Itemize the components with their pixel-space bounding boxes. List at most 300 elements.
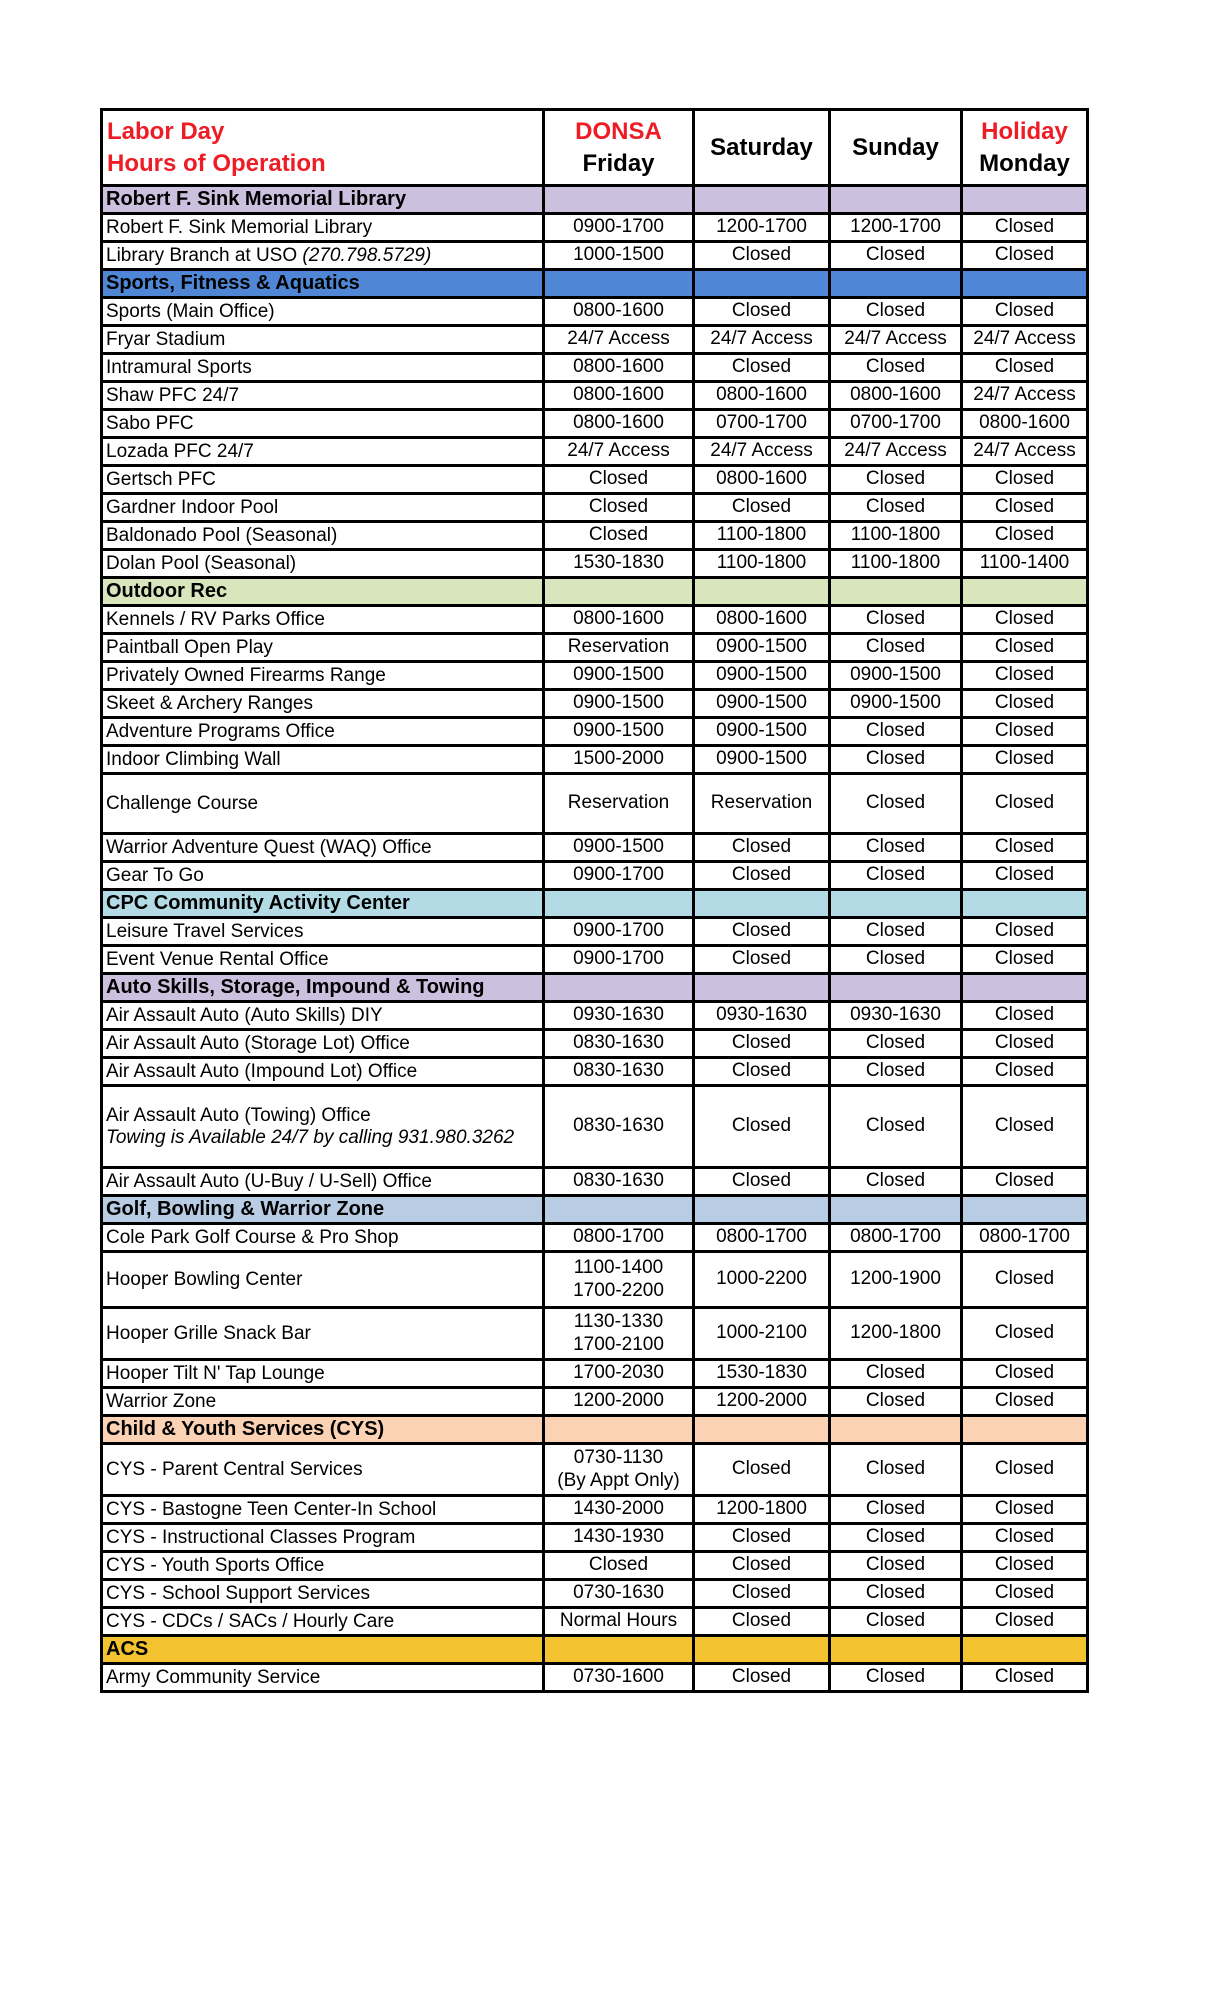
hours-value: 0800-1700 (979, 1226, 1070, 1248)
hours-cell (830, 774, 962, 834)
facility-name: Baldonado Pool (Seasonal) (106, 524, 338, 546)
hours-value: Closed (994, 244, 1055, 266)
hours-cell (962, 1552, 1088, 1580)
hours-cell (830, 1580, 962, 1608)
table-row (102, 1388, 1088, 1416)
hours-cell (830, 466, 962, 494)
table-row (102, 1252, 1088, 1308)
hours-cell (544, 774, 694, 834)
hours-cell (830, 1360, 962, 1388)
facility-name: Intramural Sports (106, 356, 252, 378)
table-title (102, 110, 544, 186)
table-row (102, 1552, 1088, 1580)
section-band-cell (694, 974, 830, 1002)
hours-value: Normal Hours (559, 1610, 678, 1632)
hours-cell (694, 946, 830, 974)
hours-value: 24/7 Access (567, 440, 670, 462)
hours-value: 0700-1700 (850, 412, 941, 434)
hours-cell (830, 1252, 962, 1308)
hours-value: Closed (731, 948, 792, 970)
facility-name: Indoor Climbing Wall (106, 748, 281, 770)
hours-cell (962, 1388, 1088, 1416)
section-band-cell (830, 1196, 962, 1224)
section-title: Auto Skills, Storage, Impound & Towing (102, 974, 544, 1002)
hours-cell (544, 298, 694, 326)
hours-cell (694, 746, 830, 774)
facility-name: Dolan Pool (Seasonal) (106, 552, 297, 574)
column-header-friday-day: Friday (582, 149, 655, 177)
section-title: Sports, Fitness & Aquatics (102, 270, 544, 298)
hours-value: Closed (994, 1526, 1055, 1548)
facility-name: Privately Owned Firearms Range (106, 664, 386, 686)
hours-value: Closed (994, 1498, 1055, 1520)
table-row (102, 834, 1088, 862)
hours-cell (830, 606, 962, 634)
hours-value: Closed (865, 1458, 926, 1480)
hours-value: Closed (865, 1362, 926, 1384)
hours-cell (544, 494, 694, 522)
hours-cell (962, 1058, 1088, 1086)
hours-cell (694, 1524, 830, 1552)
hours-value: Closed (865, 1582, 926, 1604)
hours-value: 0730-1130 (573, 1446, 664, 1468)
hours-cell (830, 746, 962, 774)
hours-value: Closed (731, 836, 792, 858)
hours-value: 0800-1600 (573, 608, 664, 630)
facility-name: CYS - Instructional Classes Program (106, 1526, 416, 1548)
hours-cell (544, 1608, 694, 1636)
table-row (102, 1086, 1088, 1168)
hours-value: Closed (994, 468, 1055, 490)
facility-name: Library Branch at USO (106, 244, 298, 266)
section-band-cell (830, 1416, 962, 1444)
hours-value: 0730-1600 (573, 1666, 664, 1688)
hours-cell (830, 946, 962, 974)
facility-name: Warrior Zone (106, 1390, 217, 1412)
hours-cell (544, 326, 694, 354)
section-band-cell (544, 974, 694, 1002)
hours-cell (694, 1608, 830, 1636)
hours-cell (830, 634, 962, 662)
hours-cell (962, 606, 1088, 634)
hours-value: 0800-1600 (573, 356, 664, 378)
hours-value: Closed (865, 468, 926, 490)
facility-name: CYS - Bastogne Teen Center-In School (106, 1498, 437, 1520)
facility-name-cell (102, 1058, 544, 1086)
hours-value: 24/7 Access (710, 440, 813, 462)
hours-value: Closed (865, 1060, 926, 1082)
hours-cell (962, 494, 1088, 522)
hours-cell (544, 550, 694, 578)
hours-cell (694, 214, 830, 242)
facility-name: Hooper Bowling Center (106, 1268, 303, 1290)
facility-name: Gear To Go (106, 864, 204, 886)
hours-cell (830, 1608, 962, 1636)
hours-cell (544, 634, 694, 662)
hours-value: Closed (994, 300, 1055, 322)
hours-cell (544, 1168, 694, 1196)
hours-value: Closed (588, 524, 649, 546)
hours-cell (544, 662, 694, 690)
hours-cell (694, 494, 830, 522)
hours-cell (544, 1580, 694, 1608)
hours-cell (544, 606, 694, 634)
hours-cell (830, 1002, 962, 1030)
hours-cell (830, 298, 962, 326)
hours-value: 1100-1400 (573, 1256, 664, 1278)
hours-cell (962, 834, 1088, 862)
hours-cell (544, 214, 694, 242)
hours-cell (544, 382, 694, 410)
hours-value: Closed (731, 1610, 792, 1632)
hours-value: Closed (731, 920, 792, 942)
facility-name-cell (102, 1360, 544, 1388)
hours-value: 1000-2100 (716, 1322, 807, 1344)
hours-value: 1430-1930 (573, 1526, 664, 1548)
table-row (102, 550, 1088, 578)
facility-name: Air Assault Auto (Towing) Office (106, 1104, 371, 1126)
hours-value: 1530-1830 (716, 1362, 807, 1384)
section-band-cell (694, 1196, 830, 1224)
facility-name-cell (102, 1496, 544, 1524)
facility-name-cell (102, 1308, 544, 1360)
section-band-cell (830, 1636, 962, 1664)
facility-name: Kennels / RV Parks Office (106, 608, 325, 630)
facility-name: Gardner Indoor Pool (106, 496, 279, 518)
facility-name-cell (102, 1252, 544, 1308)
hours-value: 0900-1700 (573, 216, 664, 238)
section-header-row (102, 1636, 1088, 1664)
facility-name-cell (102, 298, 544, 326)
hours-cell (962, 550, 1088, 578)
table-row (102, 438, 1088, 466)
facility-name: CYS - CDCs / SACs / Hourly Care (106, 1610, 395, 1632)
hours-cell (830, 382, 962, 410)
section-band-cell (544, 578, 694, 606)
hours-value: 0900-1500 (716, 664, 807, 686)
hours-value: 0800-1700 (573, 1226, 664, 1248)
hours-cell (830, 690, 962, 718)
hours-cell (694, 1444, 830, 1496)
facility-name: Shaw PFC 24/7 (106, 384, 240, 406)
hours-cell (830, 410, 962, 438)
title-line-2: Hours of Operation (107, 149, 326, 177)
hours-cell (544, 1002, 694, 1030)
table-row (102, 1002, 1088, 1030)
section-band-cell (544, 1636, 694, 1664)
hours-cell (962, 1168, 1088, 1196)
section-band-cell (544, 1416, 694, 1444)
hours-cell (962, 690, 1088, 718)
hours-value: 0800-1600 (573, 412, 664, 434)
hours-value: 0900-1500 (716, 720, 807, 742)
hours-cell (694, 1252, 830, 1308)
section-band-cell (962, 186, 1088, 214)
hours-value: 0900-1500 (716, 636, 807, 658)
hours-value: Closed (865, 356, 926, 378)
table-row (102, 1360, 1088, 1388)
column-header-saturday-day: Saturday (710, 133, 813, 161)
section-band-cell (830, 890, 962, 918)
hours-value: Closed (994, 636, 1055, 658)
hours-value: 0930-1630 (573, 1004, 664, 1026)
hours-cell (962, 1360, 1088, 1388)
hours-cell (694, 550, 830, 578)
hours-cell (544, 918, 694, 946)
facility-name: Lozada PFC 24/7 (106, 440, 254, 462)
table-row (102, 298, 1088, 326)
hours-value: Closed (994, 664, 1055, 686)
table-row (102, 690, 1088, 718)
hours-value: Reservation (567, 792, 670, 814)
hours-value: Closed (865, 1610, 926, 1632)
hours-cell (694, 834, 830, 862)
hours-cell (694, 1168, 830, 1196)
hours-value: 0900-1500 (573, 720, 664, 742)
section-header-row (102, 186, 1088, 214)
hours-cell (694, 662, 830, 690)
column-header-monday (962, 110, 1088, 186)
hours-value: 1000-1500 (573, 244, 664, 266)
facility-name-cell (102, 1444, 544, 1496)
table-row (102, 862, 1088, 890)
hours-value: Closed (865, 244, 926, 266)
hours-value: Closed (865, 496, 926, 518)
facility-name-cell (102, 1664, 544, 1692)
hours-value: 1200-2000 (716, 1390, 807, 1412)
title-line-1: Labor Day (107, 118, 225, 146)
hours-value: Closed (994, 608, 1055, 630)
hours-cell (544, 1444, 694, 1496)
facility-phone-note: (270.798.5729) (302, 244, 432, 266)
hours-cell (962, 946, 1088, 974)
table-row (102, 214, 1088, 242)
hours-cell (544, 862, 694, 890)
table-row (102, 606, 1088, 634)
table-row (102, 326, 1088, 354)
facility-name-cell (102, 1608, 544, 1636)
facility-name-cell (102, 494, 544, 522)
facility-name-cell (102, 466, 544, 494)
hours-cell (544, 1388, 694, 1416)
hours-cell (694, 354, 830, 382)
hours-cell (544, 354, 694, 382)
hours-cell (830, 1168, 962, 1196)
facility-name: Gertsch PFC (106, 468, 216, 490)
hours-value: Closed (731, 1032, 792, 1054)
section-band-cell (694, 270, 830, 298)
section-band-cell (962, 578, 1088, 606)
hours-value-second-line: 1700-2100 (573, 1333, 664, 1355)
table-row (102, 662, 1088, 690)
hours-value: 24/7 Access (844, 328, 947, 350)
hours-value: Reservation (567, 636, 670, 658)
hours-cell (694, 1388, 830, 1416)
hours-cell (694, 1224, 830, 1252)
hours-cell (694, 438, 830, 466)
header-row (102, 110, 1088, 186)
facility-name: Fryar Stadium (106, 328, 226, 350)
hours-value: Closed (731, 1458, 792, 1480)
hours-cell (694, 1058, 830, 1086)
hours-cell (694, 690, 830, 718)
hours-cell (830, 862, 962, 890)
section-title: Outdoor Rec (102, 578, 544, 606)
hours-cell (962, 1002, 1088, 1030)
hours-cell (962, 1444, 1088, 1496)
column-header-saturday (694, 110, 830, 186)
hours-value: Closed (865, 1526, 926, 1548)
hours-cell (830, 1496, 962, 1524)
facility-name: Paintball Open Play (106, 636, 273, 658)
facility-name: Warrior Adventure Quest (WAQ) Office (106, 836, 432, 858)
facility-name-cell (102, 550, 544, 578)
hours-value: 0900-1700 (573, 948, 664, 970)
facility-name: Army Community Service (106, 1666, 321, 1688)
hours-value-second-line: 1700-2200 (573, 1279, 664, 1301)
hours-value: 1500-2000 (573, 748, 664, 770)
hours-cell (544, 834, 694, 862)
section-band-cell (694, 1636, 830, 1664)
hours-cell (544, 946, 694, 974)
hours-cell (830, 242, 962, 270)
hours-cell (962, 862, 1088, 890)
hours-value: Closed (865, 1666, 926, 1688)
hours-cell (830, 494, 962, 522)
hours-value: Closed (865, 948, 926, 970)
hours-value: 1100-1800 (850, 552, 941, 574)
hours-cell (694, 1086, 830, 1168)
hours-value: Closed (865, 836, 926, 858)
hours-value: Closed (994, 1115, 1055, 1137)
hours-cell (962, 1224, 1088, 1252)
facility-name-cell (102, 746, 544, 774)
hours-value: 0900-1700 (573, 864, 664, 886)
hours-value: 0900-1700 (573, 920, 664, 942)
facility-name-cell (102, 438, 544, 466)
facility-name: Air Assault Auto (Auto Skills) DIY (106, 1004, 383, 1026)
section-band-cell (544, 186, 694, 214)
facility-name: CYS - Parent Central Services (106, 1458, 363, 1480)
hours-value: 24/7 Access (567, 328, 670, 350)
facility-name-cell (102, 354, 544, 382)
hours-cell (694, 1030, 830, 1058)
table-row (102, 354, 1088, 382)
table-row (102, 1444, 1088, 1496)
hours-value: Closed (865, 608, 926, 630)
section-band-cell (694, 186, 830, 214)
hours-cell (694, 1002, 830, 1030)
hours-cell (694, 298, 830, 326)
hours-value: 0830-1630 (573, 1170, 664, 1192)
table-row (102, 946, 1088, 974)
hours-value: Closed (731, 244, 792, 266)
hours-value: 0900-1500 (573, 692, 664, 714)
facility-name: Air Assault Auto (Impound Lot) Office (106, 1060, 418, 1082)
hours-cell (962, 1664, 1088, 1692)
hours-cell (544, 1252, 694, 1308)
hours-cell (962, 326, 1088, 354)
hours-value: 1200-1700 (850, 216, 941, 238)
section-band-cell (962, 270, 1088, 298)
hours-cell (962, 1086, 1088, 1168)
hours-cell (962, 382, 1088, 410)
hours-cell (830, 1030, 962, 1058)
hours-value: Closed (865, 1115, 926, 1137)
hours-cell (830, 1524, 962, 1552)
hours-value: Closed (865, 636, 926, 658)
hours-value: 0900-1500 (573, 836, 664, 858)
facility-name-cell (102, 606, 544, 634)
hours-cell (962, 634, 1088, 662)
hours-value: 0830-1630 (573, 1060, 664, 1082)
table-row (102, 1030, 1088, 1058)
facility-name-cell (102, 1002, 544, 1030)
facility-name-cell (102, 690, 544, 718)
hours-cell (694, 606, 830, 634)
hours-value: 0930-1630 (716, 1004, 807, 1026)
facility-name: CYS - Youth Sports Office (106, 1554, 325, 1576)
hours-cell (962, 662, 1088, 690)
hours-cell (694, 382, 830, 410)
section-band-cell (830, 974, 962, 1002)
hours-value: Closed (865, 792, 926, 814)
hours-value: 1100-1400 (979, 552, 1070, 574)
hours-value: 1200-1700 (716, 216, 807, 238)
column-header-monday-top: Holiday (981, 118, 1068, 146)
table-row (102, 242, 1088, 270)
facility-name: CYS - School Support Services (106, 1582, 371, 1604)
hours-value: Closed (731, 1526, 792, 1548)
hours-value: Closed (865, 1554, 926, 1576)
hours-cell (830, 1308, 962, 1360)
hours-value: Closed (865, 864, 926, 886)
hours-value: Closed (865, 1032, 926, 1054)
hours-cell (830, 214, 962, 242)
table-row (102, 494, 1088, 522)
hours-value: Closed (731, 1582, 792, 1604)
hours-value: Closed (994, 496, 1055, 518)
facility-name: Cole Park Golf Course & Pro Shop (106, 1226, 399, 1248)
table-row (102, 746, 1088, 774)
hours-cell (830, 1552, 962, 1580)
hours-value: Closed (994, 692, 1055, 714)
facility-name: Air Assault Auto (Storage Lot) Office (106, 1032, 410, 1054)
hours-value: 24/7 Access (973, 328, 1076, 350)
section-band-cell (962, 1636, 1088, 1664)
hours-value: Closed (731, 300, 792, 322)
table-row (102, 1168, 1088, 1196)
hours-value: Closed (588, 496, 649, 518)
hours-cell (962, 1030, 1088, 1058)
hours-value: Closed (994, 920, 1055, 942)
facility-name-cell (102, 662, 544, 690)
facility-name-cell (102, 774, 544, 834)
hours-cell (830, 1058, 962, 1086)
facility-name-cell (102, 382, 544, 410)
hours-value: 0900-1500 (573, 664, 664, 686)
hours-value: Closed (994, 216, 1055, 238)
section-band-cell (544, 890, 694, 918)
hours-cell (962, 438, 1088, 466)
hours-value: Closed (731, 1060, 792, 1082)
table-row (102, 1308, 1088, 1360)
hours-value: 0800-1600 (850, 384, 941, 406)
hours-cell (694, 1360, 830, 1388)
hours-cell (830, 522, 962, 550)
hours-value: Closed (994, 1666, 1055, 1688)
hours-value: Closed (865, 720, 926, 742)
